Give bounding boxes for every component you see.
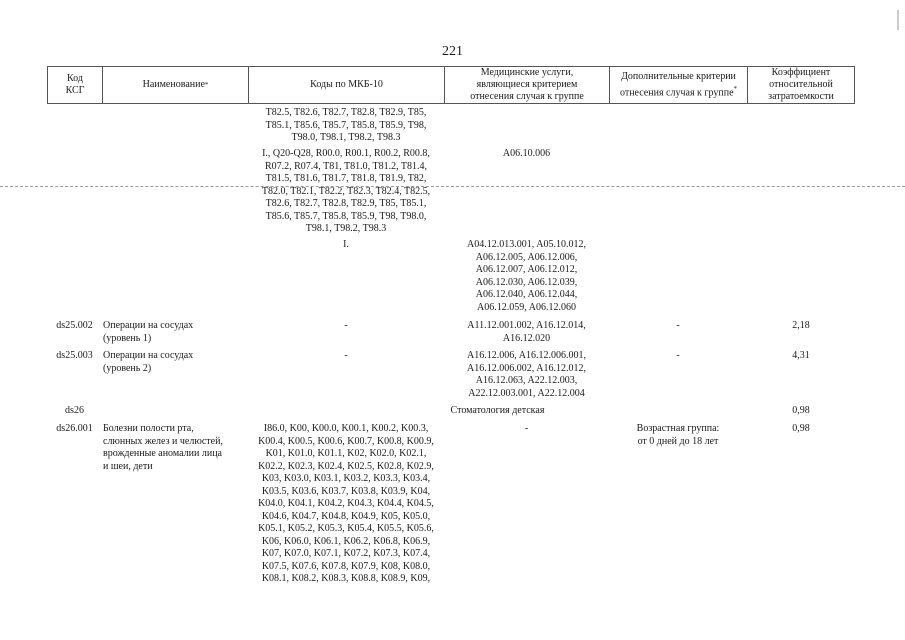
ds26-001-mkb-codes <box>248 423 444 586</box>
text-line: A16.12.006, A16.12.006.001, <box>467 350 586 361</box>
text-line: A16.12.063, A22.12.003, <box>475 375 578 386</box>
header-services-line-1: Медицинские услуги, <box>480 67 574 78</box>
text-line: A06.12.005, A06.12.006, <box>475 251 578 263</box>
row2-services: A06.10.006 <box>502 148 551 159</box>
ds25-002-coefficient: 2,18 <box>792 320 810 331</box>
ds25-003-coefficient: 4,31 <box>792 350 810 361</box>
text-line: T81.5, T81.6, T81.7, T81.8, T81.9, T82, <box>265 173 427 184</box>
text-line: Возрастная группа: <box>636 423 720 434</box>
header-services <box>444 66 609 104</box>
text-line: A06.12.040, A06.12.044, <box>475 289 578 300</box>
text-line: I86.0, K00, K00.0, K00.1, K00.2, K00.3, <box>263 423 429 434</box>
text-line: K06, K06.0, K06.1, K06.2, K06.8, K06.9, <box>261 535 431 547</box>
text-line: A06.12.007, A06.12.012, <box>475 264 578 275</box>
header-coef-line-1: Коэффициент <box>771 67 831 78</box>
row3-mkb-codes: I. <box>343 239 349 250</box>
text-line: Операции на сосудах <box>103 350 194 361</box>
header-services-line-2: являющиеся критерием <box>476 79 578 90</box>
row2-mkb-codes <box>248 148 444 236</box>
text-line: K02.2, K02.3, K02.4, K02.5, K02.8, K02.9, <box>258 460 434 472</box>
ds25-002-criteria: - <box>676 320 680 331</box>
text-line: T82.0, T82.1, T82.2, T82.3, T82.4, T82.5, <box>261 185 431 197</box>
text-line: и шеи, дети <box>103 460 153 472</box>
text-line: T85.6, T85.7, T85.8, T85.9, T98, T98.0, <box>265 210 427 222</box>
text-line: A16.12.020 <box>502 332 551 344</box>
text-line: (уровень 1) <box>103 332 152 344</box>
text-line: T85.1, T85.6, T85.7, T85.8, T85.9, T98, <box>265 119 427 131</box>
header-mkb <box>248 66 444 104</box>
ds26-title: Стоматология детская <box>450 405 545 416</box>
text-line: K01, K01.0, K01.1, K02, K02.0, K02.1, <box>265 448 427 459</box>
header-criteria-line-1: Дополнительные критерии <box>621 70 736 82</box>
header-name-label: Наименование <box>142 79 205 90</box>
ds26-001-services: - <box>524 423 529 434</box>
ds26-code: ds26 <box>65 405 84 416</box>
text-line: K03.5, K03.6, K03.7, K03.8, K03.9, K04, <box>261 485 431 497</box>
text-line: T82.5, T82.6, T82.7, T82.8, T82.9, T85, <box>265 107 427 118</box>
text-line: T82.6, T82.7, T82.8, T82.9, T85, T85.1, <box>265 198 427 209</box>
ds25-002-code: ds25.002 <box>56 320 93 331</box>
text-line: Болезни полости рта, <box>103 423 194 434</box>
ds25-003-services <box>444 350 609 400</box>
ds26-001-code: ds26.001 <box>56 423 93 434</box>
text-line: врожденные аномалии лица <box>103 448 222 459</box>
header-code-line-1: Код <box>67 73 83 84</box>
ds26-001-name <box>103 423 249 473</box>
header-coef-line-3: затратоемкости <box>768 91 834 102</box>
ds25-002-services <box>444 320 609 345</box>
header-code-line-2: КСГ <box>65 85 85 96</box>
text-line: T98.0, T98.1, T98.2, T98.3 <box>291 132 401 143</box>
header-coefficient <box>747 66 855 104</box>
header-services-line-3: отнесения случая к группе <box>470 91 584 102</box>
ds25-003-mkb: - <box>344 350 348 361</box>
text-line: слюнных желез и челюстей, <box>103 435 223 447</box>
text-line: A06.12.030, A06.12.039, <box>475 276 578 288</box>
text-line: T98.1, T98.2, T98.3 <box>305 223 387 234</box>
header-criteria-line-2: отнесения случая к группе <box>619 87 734 99</box>
text-line: A06.12.059, A06.12.060 <box>477 301 576 313</box>
text-line: A22.12.003.001, A22.12.004 <box>468 387 585 399</box>
text-line: A16.12.006.002, A16.12.012, <box>467 362 586 374</box>
header-criteria <box>609 66 747 104</box>
text-line: I., Q20-Q28, R00.0, R00.1, R00.2, R00.8, <box>262 148 430 159</box>
ds25-003-name <box>103 350 249 375</box>
text-line: от 0 дней до 18 лет <box>637 435 719 447</box>
text-line: K05.1, K05.2, K05.3, K05.4, K05.5, K05.6, <box>258 523 434 534</box>
ds26-001-criteria <box>609 423 747 448</box>
text-line: K04.0, K04.1, K04.2, K04.3, K04.4, K04.5, <box>258 498 434 509</box>
ds25-003-criteria: - <box>676 350 680 361</box>
row3-services <box>444 239 609 314</box>
text-line: Операции на сосудах <box>103 320 194 331</box>
header-criteria-mark: * <box>733 84 738 93</box>
scan-artifact-line <box>0 186 905 187</box>
text-line: K04.6, K04.7, K04.8, K04.9, K05, K05.0, <box>261 510 431 522</box>
header-coef-line-2: относительной <box>769 79 833 90</box>
ds25-003-code: ds25.003 <box>56 350 93 361</box>
ds26-coefficient: 0,98 <box>792 405 810 416</box>
text-line: K07.5, K07.6, K07.8, K07.9, K08, K08.0, <box>261 560 431 572</box>
text-line: A11.12.001.002, A16.12.014, <box>467 320 586 331</box>
text-line: K08.1, K08.2, K08.3, K08.8, K08.9, K09, <box>261 573 431 584</box>
header-code-ksg <box>47 66 102 104</box>
header-name-mark: * <box>204 81 209 89</box>
text-line: (уровень 2) <box>103 362 152 374</box>
ds26-001-coefficient: 0,98 <box>792 423 810 434</box>
page-number: 221 <box>442 44 463 59</box>
header-name <box>102 66 248 104</box>
text-line: K07, K07.0, K07.1, K07.2, K07.3, K07.4, <box>261 548 431 559</box>
text-line: K03, K03.0, K03.1, K03.2, K03.3, K03.4, <box>261 473 431 484</box>
corner-mark <box>897 10 899 30</box>
ds25-002-mkb: - <box>344 320 348 331</box>
header-mkb-label: Коды по МКБ-10 <box>310 79 383 90</box>
ds25-002-name <box>103 320 249 345</box>
text-line: K00.4, K00.5, K00.6, K00.7, K00.8, K00.9, <box>258 435 434 447</box>
row1-mkb-codes <box>248 107 444 145</box>
text-line: R07.2, R07.4, T81, T81.0, T81.2, T81.4, <box>264 160 428 172</box>
text-line: A04.12.013.001, A05.10.012, <box>467 239 586 250</box>
